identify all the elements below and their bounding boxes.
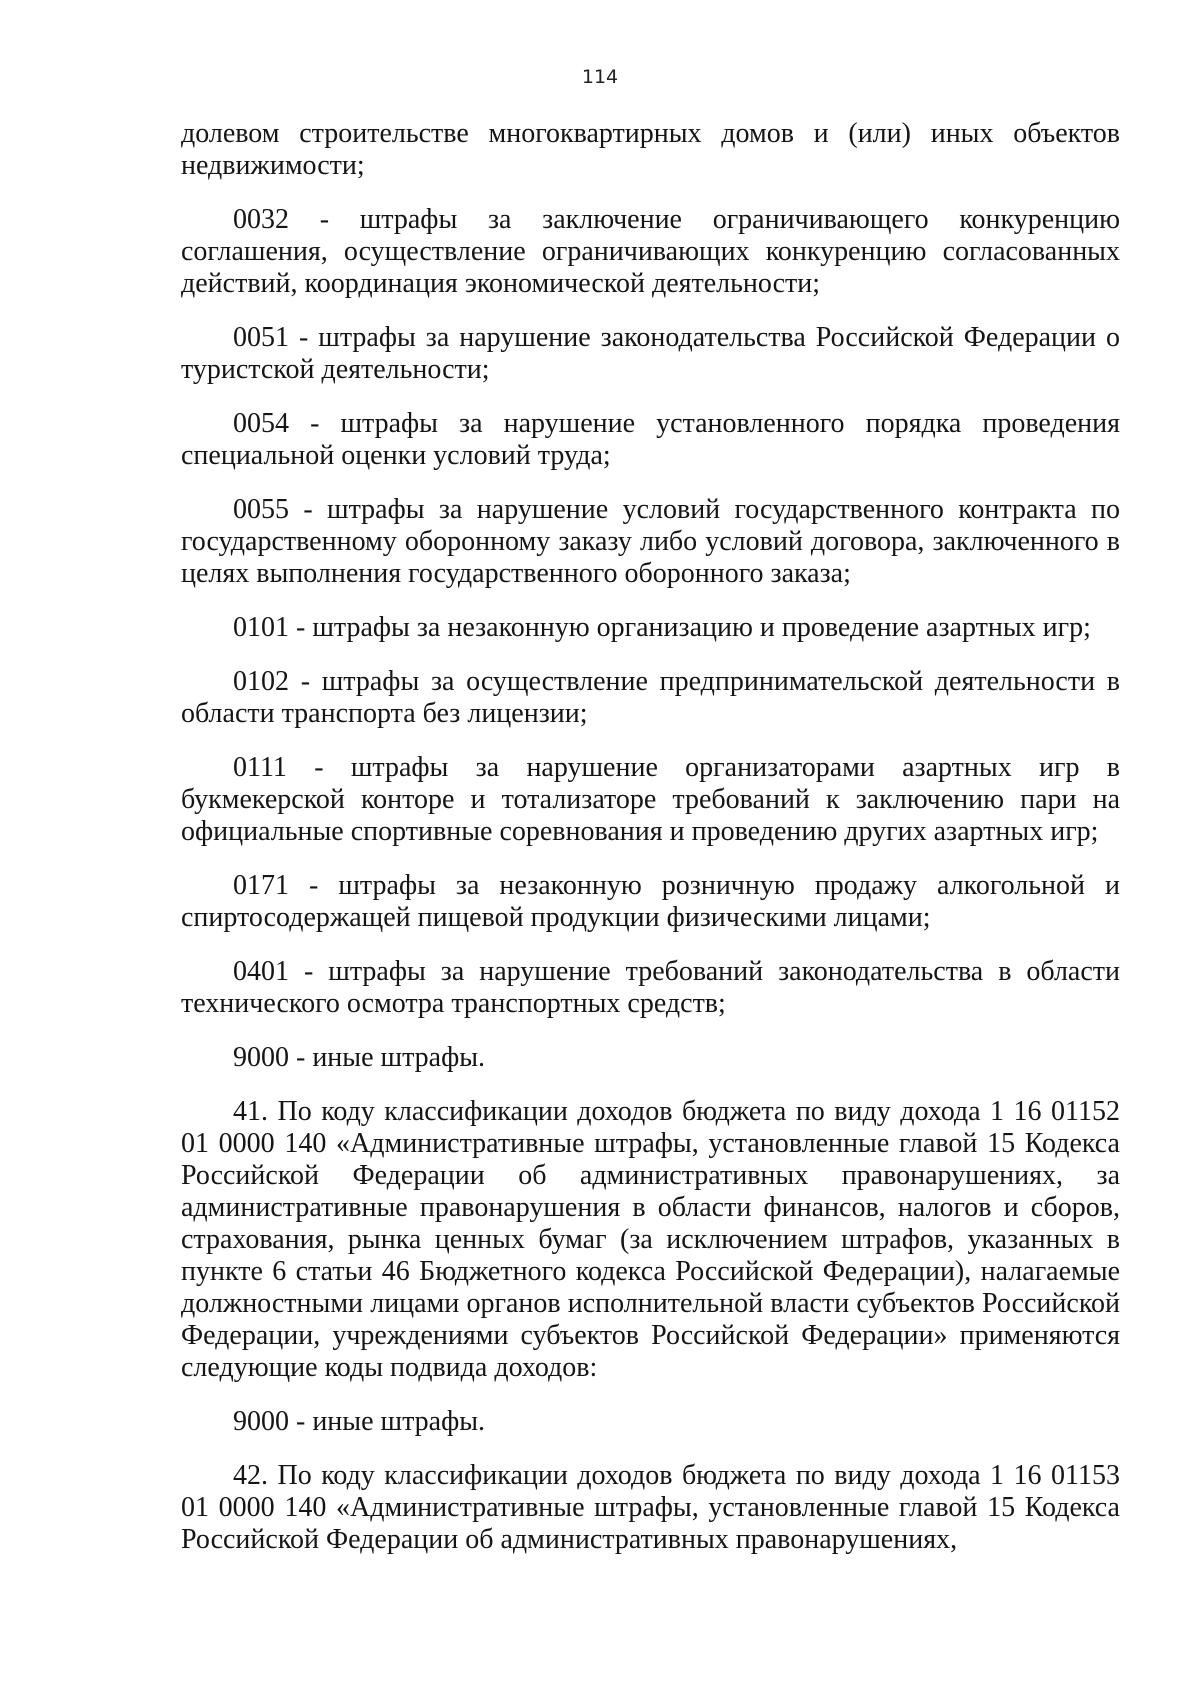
paragraph-code-0401: 0401 - штрафы за нарушение требований законодательства в области технического осмотра транспортных средств;: [181, 956, 1120, 1019]
document-body: [181, 118, 1120, 1578]
paragraph-code-0055: 0055 - штрафы за нарушение условий государственного контракта по государственному оборонному заказу либо условий договора, заключенного в целях выполнения государственного оборонного заказа;: [181, 494, 1120, 589]
paragraph-code-0171: 0171 - штрафы за незаконную розничную продажу алкогольной и спиртосодержащей пищевой продукции физическими лицами;: [181, 870, 1120, 933]
paragraph-code-0111: 0111 - штрафы за нарушение организаторами азартных игр в букмекерской конторе и тотализаторе требований к заключению пари на официальные спортивные соревнования и проведению других азартных игр;: [181, 752, 1120, 847]
paragraph-code-9000-second: 9000 - иные штрафы.: [233, 1406, 486, 1437]
paragraph-code-0102: 0102 - штрафы за осуществление предпринимательской деятельности в области транспорта без лицензии;: [181, 666, 1120, 729]
paragraph-item-41: 41. По коду классификации доходов бюджета по виду дохода 1 16 01152 01 0000 140 «Административные штрафы, установленные главой 15 Кодекса Российской Федерации об административных правонарушениях, за административные правонарушения в области финансов, налогов и сборов, страхования, рынка ценных бумаг (за исключением штрафов, указанных в пункте 6 статьи 46 Бюджетного кодекса Российской Федерации), налагаемые должностными лицами органов исполнительной власти субъектов Российской Федерации, учреждениями субъектов Российской Федерации» применяются следующие коды подвида доходов:: [181, 1096, 1120, 1383]
paragraph-code-0054: 0054 - штрафы за нарушение установленного порядка проведения специальной оценки условий труда;: [181, 408, 1120, 471]
page-number: 114: [581, 66, 619, 88]
paragraph-code-9000: 9000 - иные штрафы.: [233, 1042, 486, 1073]
paragraph-continuation: долевом строительстве многоквартирных домов и (или) иных объектов недвижимости;: [181, 118, 1120, 181]
paragraph-code-0101: 0101 - штрафы за незаконную организацию и проведение азартных игр;: [233, 612, 1091, 643]
paragraph-item-42: 42. По коду классификации доходов бюджета по виду дохода 1 16 01153 01 0000 140 «Административные штрафы, установленные главой 15 Кодекса Российской Федерации об административных правонарушениях,: [181, 1460, 1120, 1555]
paragraph-code-0051: 0051 - штрафы за нарушение законодательства Российской Федерации о туристской деятельности;: [181, 322, 1120, 385]
paragraph-code-0032: 0032 - штрафы за заключение ограничивающего конкуренцию соглашения, осуществление ограничивающих конкуренцию согласованных действий, координация экономической деятельности;: [181, 204, 1120, 299]
